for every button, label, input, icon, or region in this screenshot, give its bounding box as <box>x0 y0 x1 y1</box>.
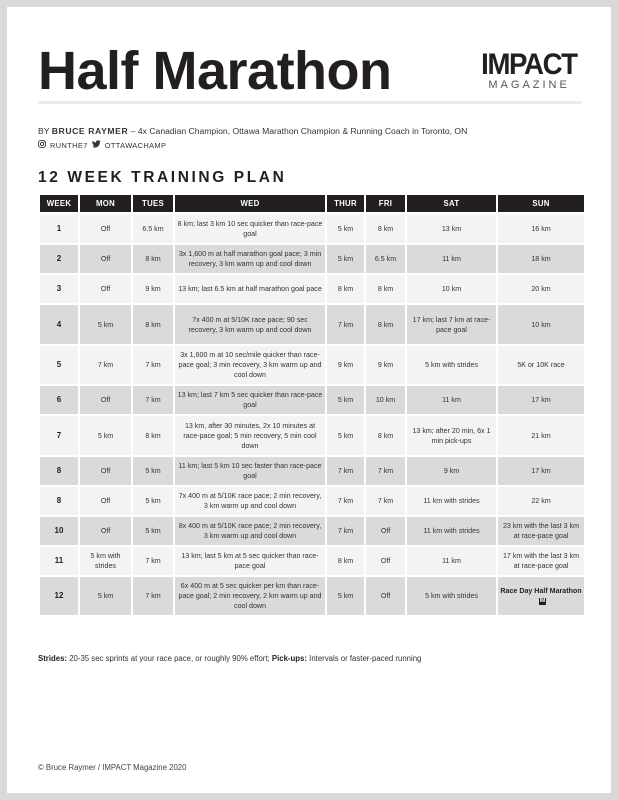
byline-description: – 4x Canadian Champion, Ottawa Marathon Champion & Running Coach in Toronto, ON <box>130 126 468 136</box>
cell-fri: 6.5 km <box>366 245 405 273</box>
table-row <box>40 457 584 485</box>
cell-wed: 13 km; last 7 km 5 sec quicker than race-pace goal <box>175 386 325 414</box>
cell-sun: 23 km with the last 3 km at race-pace goal <box>498 517 584 545</box>
instagram-icon <box>38 140 46 150</box>
table-header-row <box>40 195 584 212</box>
cell-mon: 5 km <box>80 416 131 455</box>
cell-sat: 5 km with strides <box>407 346 496 384</box>
cell-week: 6 <box>40 386 78 414</box>
cell-thur: 5 km <box>327 386 364 414</box>
twitter-handle[interactable]: OTTAWACHAMP <box>104 140 167 150</box>
cell-mon: 7 km <box>80 346 131 384</box>
legend-pickups-label: Pick-ups: <box>271 654 307 663</box>
cell-sat: 9 km <box>407 457 496 485</box>
cell-sat: 11 km with strides <box>407 517 496 545</box>
cell-week: 11 <box>40 547 78 575</box>
cell-tues: 5 km <box>133 517 173 545</box>
cell-tues: 7 km <box>133 547 173 575</box>
header-divider <box>38 101 582 104</box>
cell-mon: Off <box>80 275 131 303</box>
cell-fri: 8 km <box>366 416 405 455</box>
cell-mon: Off <box>80 457 131 485</box>
cell-thur: 7 km <box>327 517 364 545</box>
cell-mon: Off <box>80 386 131 414</box>
cell-wed: 13 km; last 5 km at 5 sec quicker than race-pace goal <box>175 547 325 575</box>
legend-strides-text: 20-35 sec sprints at your race pace, or roughly 90% effort; <box>67 654 272 663</box>
cell-sun: 5K or 10K race <box>498 346 584 384</box>
cell-sun: 20 km <box>498 275 584 303</box>
instagram-handle[interactable]: RUNTHE7 <box>50 140 88 150</box>
cell-tues: 9 km <box>133 275 173 303</box>
cell-week: 4 <box>40 305 78 344</box>
cell-sun: 21 km <box>498 416 584 455</box>
cell-thur: 7 km <box>327 457 364 485</box>
cell-mon: Off <box>80 245 131 273</box>
cell-fri: 9 km <box>366 346 405 384</box>
table-row <box>40 386 584 414</box>
cell-sun: 16 km <box>498 214 584 243</box>
cell-tues: 7 km <box>133 577 173 615</box>
table-row <box>40 416 584 455</box>
cell-sun: 18 km <box>498 245 584 273</box>
training-plan-table <box>38 193 586 617</box>
column-header-tues: TUES <box>133 195 173 212</box>
cell-wed: 7x 400 m at 5/10K race pace; 90 sec recovery, 3 km warm up and cool down <box>175 305 325 344</box>
cell-wed: 7x 400 m at 5/10K race pace; 2 min recovery, 3 km warm up and cool down <box>175 487 325 515</box>
cell-sat: 13 km; after 20 min, 6x 1 min pick-ups <box>407 416 496 455</box>
byline-prefix: BY <box>38 126 50 136</box>
page-title: Half Marathon <box>38 41 392 101</box>
cell-tues: 6.5 km <box>133 214 173 243</box>
race-day-text: Race Day Half Marathon <box>500 587 582 595</box>
cell-mon: Off <box>80 487 131 515</box>
legend <box>38 654 421 663</box>
column-header-week: WEEK <box>40 195 78 212</box>
cell-week: 8 <box>40 487 78 515</box>
cell-thur: 8 km <box>327 275 364 303</box>
brand-subtitle: MAGAZINE <box>488 79 570 91</box>
cell-sat: 11 km <box>407 386 496 414</box>
cell-wed: 11 km; last 5 km 10 sec faster than race-pace goal <box>175 457 325 485</box>
cell-tues: 8 km <box>133 245 173 273</box>
cell-thur: 8 km <box>327 547 364 575</box>
cell-week: 10 <box>40 517 78 545</box>
cell-week: 12 <box>40 577 78 615</box>
cell-thur: 5 km <box>327 416 364 455</box>
cell-sat: 11 km with strides <box>407 487 496 515</box>
cell-tues: 7 km <box>133 386 173 414</box>
cell-tues: 5 km <box>133 457 173 485</box>
plan-title: 12 WEEK TRAINING PLAN <box>38 169 287 186</box>
cell-wed: 3x 1,600 m at 10 sec/mile quicker than race-pace goal; 3 min recovery, 3 km warm up and cool down <box>175 346 325 384</box>
cell-week: 3 <box>40 275 78 303</box>
cell-sun: 22 km <box>498 487 584 515</box>
cell-wed: 3x 1,600 m at half marathon goal pace; 3 min recovery, 3 km warm up and cool down <box>175 245 325 273</box>
cell-fri: Off <box>366 517 405 545</box>
cell-mon: Off <box>80 517 131 545</box>
cell-fri: 8 km <box>366 305 405 344</box>
legend-pickups-text: Intervals or faster-paced running <box>306 654 422 663</box>
column-header-thur: THUR <box>327 195 364 212</box>
byline <box>38 126 467 136</box>
cell-wed: 13 km; last 6.5 km at half marathon goal pace <box>175 275 325 303</box>
cell-sat: 17 km; last 7 km at race-pace goal <box>407 305 496 344</box>
cell-fri: 10 km <box>366 386 405 414</box>
cell-thur: 5 km <box>327 577 364 615</box>
cell-sat: 11 km <box>407 245 496 273</box>
cell-week: 2 <box>40 245 78 273</box>
cell-fri: 7 km <box>366 487 405 515</box>
page <box>7 7 611 793</box>
cell-sun: 10 km <box>498 305 584 344</box>
cell-week: 5 <box>40 346 78 384</box>
cell-sat: 5 km with strides <box>407 577 496 615</box>
cell-tues: 5 km <box>133 487 173 515</box>
cell-week: 8 <box>40 457 78 485</box>
cell-thur: 5 km <box>327 214 364 243</box>
impact-badge-icon: IM <box>539 597 546 604</box>
cell-wed: 13 km, after 30 minutes, 2x 10 minutes at race-pace goal; 5 min recovery, 5 min cool down <box>175 416 325 455</box>
table-row <box>40 214 584 243</box>
cell-fri: Off <box>366 547 405 575</box>
footer-copyright: © Bruce Raymer / IMPACT Magazine 2020 <box>38 763 187 772</box>
cell-week: 7 <box>40 416 78 455</box>
cell-wed: 6x 400 m at 5 sec quicker per km than race-pace goal; 2 min recovery, 2 km warm up and cool down <box>175 577 325 615</box>
brand-name: IMPACT <box>481 48 577 81</box>
column-header-sun: SUN <box>498 195 584 212</box>
cell-thur: 7 km <box>327 487 364 515</box>
cell-mon: 5 km <box>80 305 131 344</box>
brand-logo <box>477 50 581 92</box>
cell-wed: 8 km; last 3 km 10 sec quicker than race-pace goal <box>175 214 325 243</box>
column-header-wed: WED <box>175 195 325 212</box>
cell-thur: 5 km <box>327 245 364 273</box>
column-header-fri: FRI <box>366 195 405 212</box>
cell-fri: Off <box>366 577 405 615</box>
cell-fri: 8 km <box>366 275 405 303</box>
cell-mon: 5 km with strides <box>80 547 131 575</box>
cell-mon: Off <box>80 214 131 243</box>
cell-sat: 10 km <box>407 275 496 303</box>
cell-sun: 17 km <box>498 457 584 485</box>
cell-sun: 17 km <box>498 386 584 414</box>
table-row <box>40 487 584 515</box>
cell-fri: 7 km <box>366 457 405 485</box>
legend-strides-label: Strides: <box>38 654 68 663</box>
cell-thur: 9 km <box>327 346 364 384</box>
cell-sun: 17 km with the last 3 km at race-pace goal <box>498 547 584 575</box>
cell-wed: 8x 400 m at 5/10K race pace; 2 min recovery, 3 km warm up and cool down <box>175 517 325 545</box>
cell-tues: 8 km <box>133 305 173 344</box>
cell-tues: 8 km <box>133 416 173 455</box>
table-row <box>40 517 584 545</box>
column-header-mon: MON <box>80 195 131 212</box>
table-row <box>40 275 584 303</box>
table-row <box>40 305 584 344</box>
cell-sat: 11 km <box>407 547 496 575</box>
cell-mon: 5 km <box>80 577 131 615</box>
byline-author: BRUCE RAYMER <box>51 126 129 136</box>
table-body <box>40 214 584 615</box>
table-row <box>40 245 584 273</box>
cell-sun <box>498 577 584 615</box>
cell-fri: 8 km <box>366 214 405 243</box>
table-row <box>40 346 584 384</box>
cell-thur: 7 km <box>327 305 364 344</box>
cell-sat: 13 km <box>407 214 496 243</box>
column-header-sat: SAT <box>407 195 496 212</box>
table-row <box>40 547 584 575</box>
table-row <box>40 577 584 615</box>
social-handles <box>38 140 166 150</box>
cell-week: 1 <box>40 214 78 243</box>
cell-tues: 7 km <box>133 346 173 384</box>
twitter-icon <box>92 140 101 150</box>
